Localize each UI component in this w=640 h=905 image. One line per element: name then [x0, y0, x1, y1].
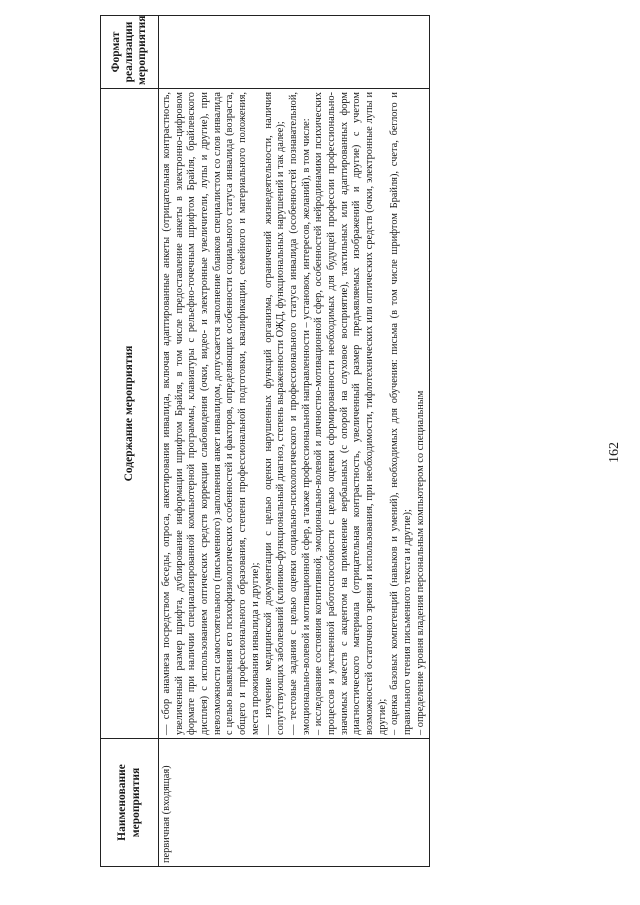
header-activity-content: Содержание мероприятия — [101, 89, 159, 739]
header-activity-format: Формат реализации мероприятия — [101, 16, 159, 89]
content-paragraph: – исследование состояния когнитивной, эмоционально-волевой и личностно-мотивационной сфер, особенностей нейродинамики психических процессов и умственной работоспособности с целью оценки сформированности необходимых для будущей профессии профессионально-значимых качеств с акцентом на применение вербальных (с опорой на слуховое восприятие), тактильных или адаптированных форм диагностического материала (отрицательная контрастность, увеличенный размер предъявляемых изображений и другие) с учетом возможностей остаточного зрения и использования, при необходимости, тифлотехнических или оптических средств (очки, электронные лупы и другие); — [313, 92, 388, 735]
activities-table — [100, 15, 430, 867]
header-activity-name: Наименование мероприятия — [101, 739, 159, 867]
table-header-row — [101, 16, 159, 867]
content-paragraph: – определение уровня владения персональным компьютером со специальным — [414, 390, 426, 735]
content-paragraph: – оценка базовых компетенций (навыков и умений), необходимых для обучения: письма (в том числе шрифтом Брайля), счета, беглого и правильного чтения письменного текста и другие); — [389, 92, 414, 735]
content-paragraph: — тестовые задания с целью оценки социально-психологического и профессионального статуса инвалида (особенностей познавательной, эмоционально-волевой и мотивационной сфер, а также профессиональной направленности – установок, интересов, желаний), в том числе: — [287, 92, 312, 735]
cell-activity-name: первичная (входящая) — [159, 739, 430, 867]
cell-activity-format — [159, 16, 430, 89]
cell-activity-content — [159, 89, 430, 739]
table-row — [159, 16, 430, 867]
page-number: 162 — [607, 442, 622, 463]
content-paragraph: — сбор анамнеза посредством беседы, опроса, анкетирования инвалида, включая адаптированные анкеты (отрицательная контрастность, увеличенный размер шрифта, дублирование информации шрифтом Брайля, в том числе предоставление анкеты в электронно-цифровом формате при наличии специализированной компьютерной программы, клавиатуры с рельефно-точечным шрифтом Брайля, брайлевского дисплея) с использованием оптических средств коррекции слабовидения (очки, видео- и электронные увеличители, лупы и другие), при невозможности самостоятельного (письменного) заполнения анкет инвалидом, допускается заполнение бланков специалистом со слов инвалида с целью выявления его психофизиологических особенностей и факторов, определяющих особенности социального статуса инвалида (возраста, общего и профессионального образования, степени профессиональной подготовки, квалификации, семейного и материального положения, места проживания инвалида и другие); — [161, 92, 261, 735]
content-paragraph: — изучение медицинской документации с целью оценки нарушенных функций организма, ограничений жизнедеятельности, наличия сопутствующих заболеваний (клинико-функциональный диагноз, степень выраженности ОЖД, функциональных нарушений и так далее); — [262, 92, 287, 735]
